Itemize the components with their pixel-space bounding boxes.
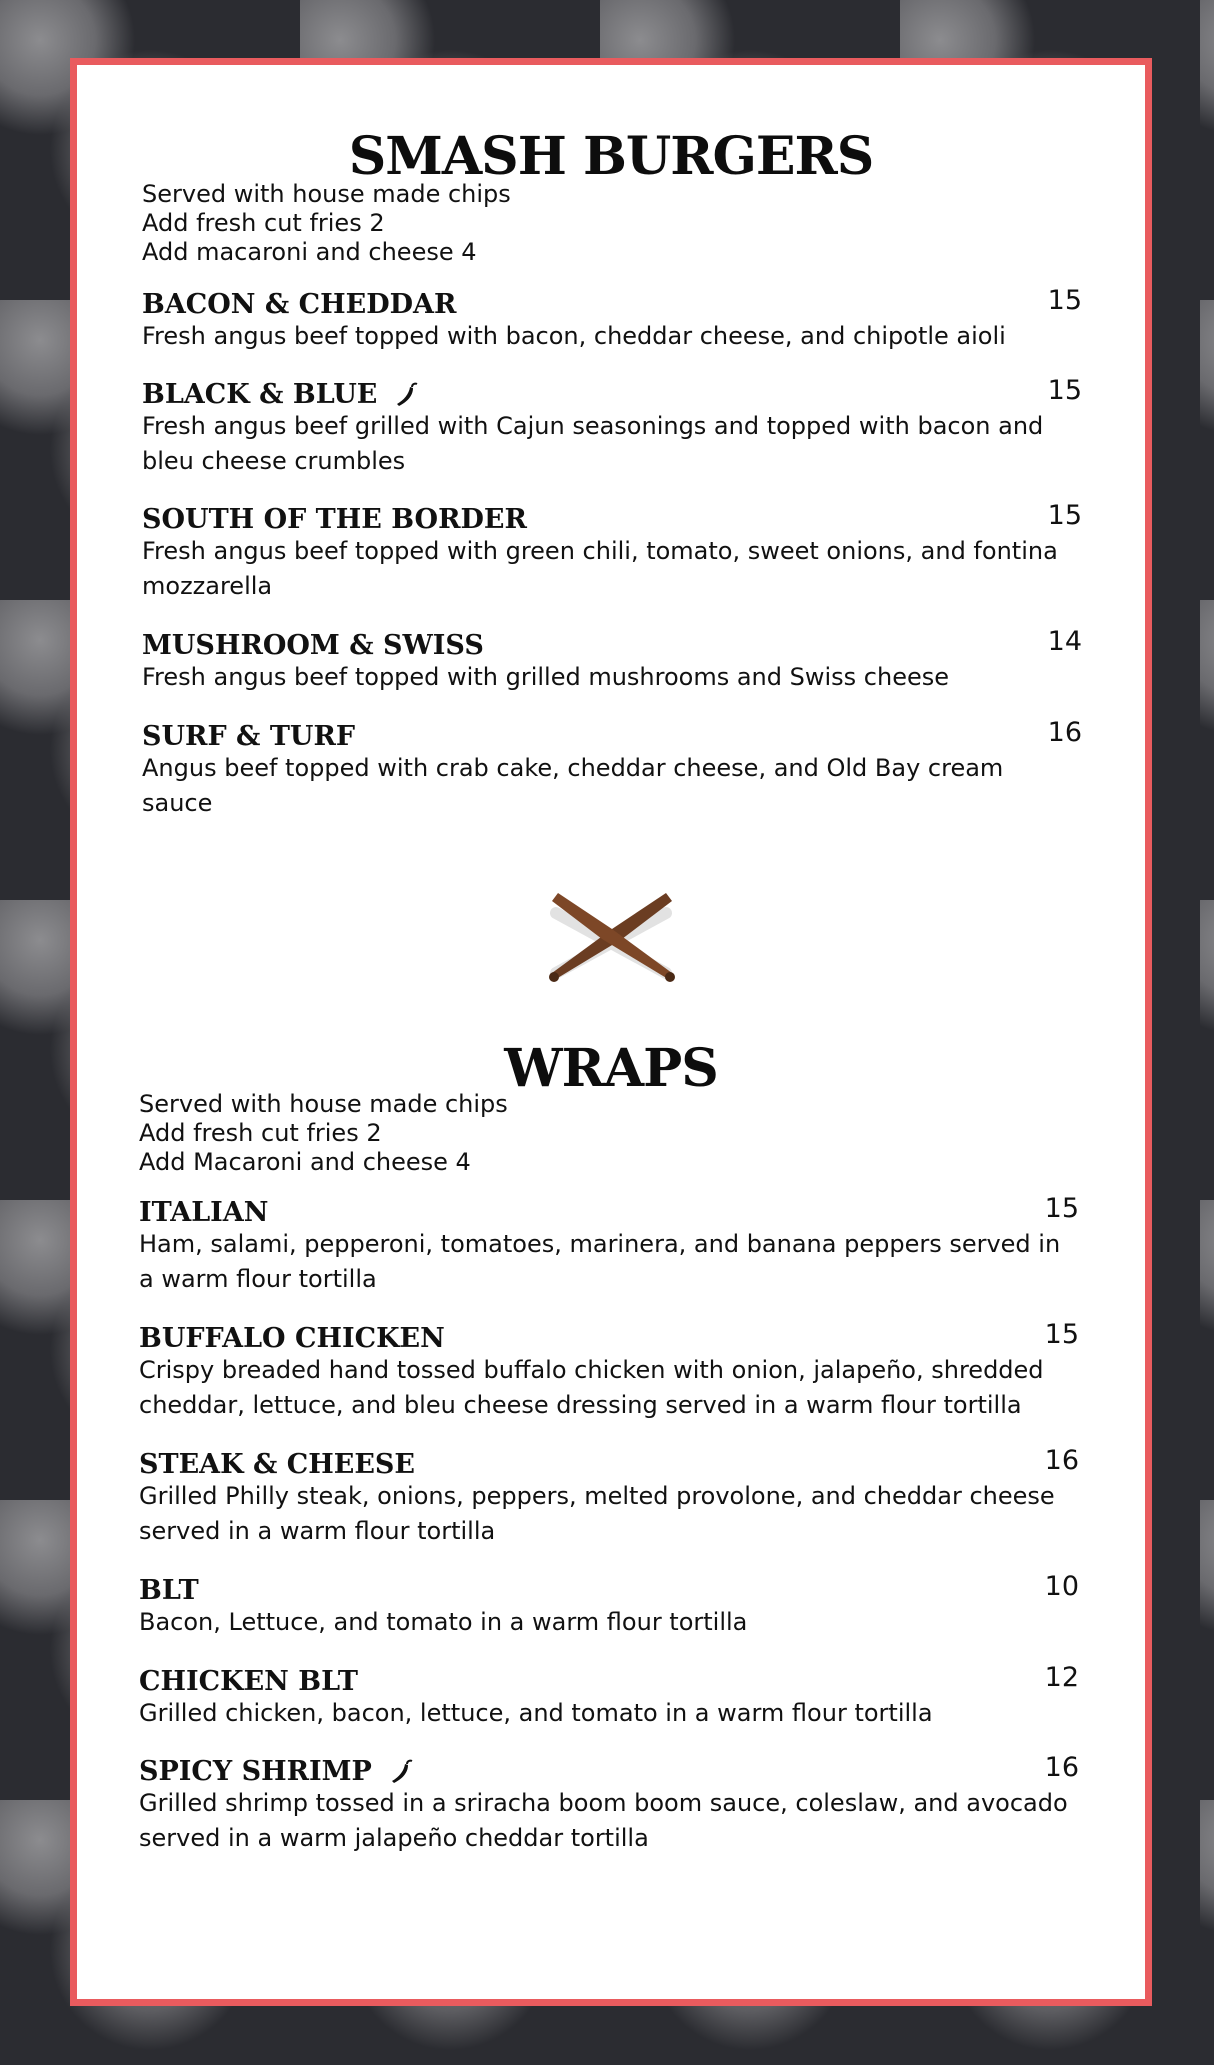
crossed-bats-icon [542, 879, 682, 1009]
menu-item-south-of-the-border [142, 500, 1082, 604]
item-description: Crispy breaded hand tossed buffalo chicken with onion, jalapeño, shredded cheddar, lettuce, and bleu cheese dressing served in a warm flour tortilla [139, 1356, 1044, 1419]
item-description: Ham, salami, pepperoni, tomatoes, marinera, and banana peppers served in a warm flour tortilla [139, 1230, 1061, 1293]
intro-line: Add macaroni and cheese 4 [142, 238, 477, 266]
item-description: Grilled chicken, bacon, lettuce, and tomato in a warm flour tortilla [139, 1699, 933, 1727]
menu-item-spicy-shrimp [139, 1752, 1079, 1856]
menu-item-italian [139, 1193, 1079, 1297]
item-price: 10 [1044, 1571, 1079, 1602]
item-price: 16 [1047, 717, 1082, 748]
menu-item-chicken-blt [139, 1662, 1079, 1731]
item-name: MUSHROOM & SWISS [142, 630, 484, 661]
item-name: BACON & CHEDDAR [142, 289, 457, 320]
item-description: Angus beef topped with crab cake, cheddar cheese, and Old Bay cream sauce [142, 754, 1004, 817]
chili-pepper-icon [393, 382, 419, 408]
item-name: ITALIAN [139, 1197, 269, 1228]
item-name: BLT [139, 1575, 199, 1606]
menu-item-buffalo-chicken [139, 1319, 1079, 1423]
item-price: 16 [1044, 1752, 1079, 1783]
menu-panel [70, 58, 1152, 2006]
item-name: SURF & TURF [142, 721, 356, 752]
item-name: STEAK & CHEESE [139, 1449, 415, 1480]
burgers-intro [142, 180, 511, 267]
intro-line: Add Macaroni and cheese 4 [139, 1148, 471, 1176]
item-description: Grilled Philly steak, onions, peppers, melted provolone, and cheddar cheese served in a warm flour tortilla [139, 1482, 1055, 1545]
item-description: Fresh angus beef grilled with Cajun seasonings and topped with bacon and bleu cheese crumbles [142, 412, 1044, 475]
item-description: Fresh angus beef topped with green chili, tomato, sweet onions, and fontina mozzarella [142, 537, 1058, 600]
item-price: 16 [1044, 1445, 1079, 1476]
menu-item-bacon-cheddar [142, 285, 1082, 354]
item-price: 15 [1047, 500, 1082, 531]
item-name: SPICY SHRIMP [139, 1756, 372, 1787]
item-price: 15 [1047, 285, 1082, 316]
menu-item-mushroom-swiss [142, 626, 1082, 695]
wraps-intro [139, 1090, 508, 1177]
item-description: Fresh angus beef topped with grilled mushrooms and Swiss cheese [142, 663, 949, 691]
menu-item-blt [139, 1571, 1079, 1640]
item-price: 12 [1044, 1662, 1079, 1693]
intro-line: Served with house made chips [139, 1090, 508, 1118]
item-description: Fresh angus beef topped with bacon, cheddar cheese, and chipotle aioli [142, 322, 1006, 350]
menu-item-surf-turf [142, 717, 1082, 821]
intro-line: Add fresh cut fries 2 [142, 209, 385, 237]
chili-pepper-icon [388, 1759, 414, 1785]
item-price: 14 [1047, 626, 1082, 657]
item-price: 15 [1047, 375, 1082, 406]
intro-line: Served with house made chips [142, 180, 511, 208]
section-title-smash-burgers: SMASH BURGERS [348, 126, 874, 187]
item-name: SOUTH OF THE BORDER [142, 504, 527, 535]
item-name: BUFFALO CHICKEN [139, 1323, 445, 1354]
item-description: Grilled shrimp tossed in a sriracha boom boom sauce, coleslaw, and avocado served in a warm jalapeño cheddar tortilla [139, 1789, 1068, 1852]
menu-item-black-blue [142, 375, 1082, 479]
item-price: 15 [1044, 1193, 1079, 1224]
section-title-wraps: WRAPS [504, 1038, 718, 1099]
item-description: Bacon, Lettuce, and tomato in a warm flour tortilla [139, 1608, 748, 1636]
item-name: CHICKEN BLT [139, 1666, 358, 1697]
menu-item-steak-cheese [139, 1445, 1079, 1549]
intro-line: Add fresh cut fries 2 [139, 1119, 382, 1147]
item-price: 15 [1044, 1319, 1079, 1350]
item-name: BLACK & BLUE [142, 379, 378, 410]
